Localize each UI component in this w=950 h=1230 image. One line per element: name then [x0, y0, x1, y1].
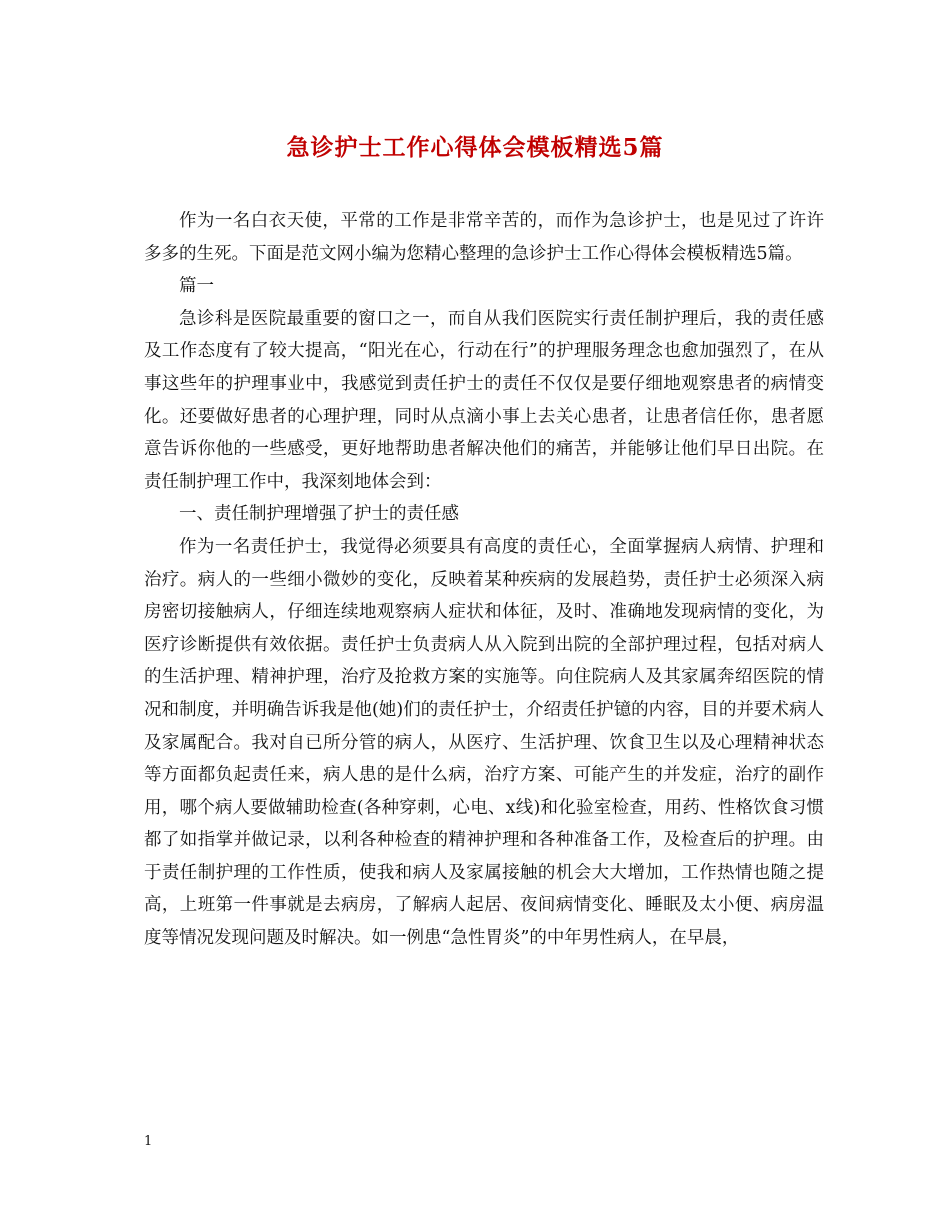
- section-heading-part-one: 篇一: [179, 276, 214, 297]
- intro-paragraph: 作为一名白衣天使，平常的工作是非常辛苦的，而作为急诊护士，也是见过了许许多多的生死。下面是范文网小编为您精心整理的急诊护士工作心得体会模板精选5篇。: [144, 211, 824, 264]
- document-title: 急诊护士工作心得体会模板精选5篇: [286, 134, 664, 161]
- subsection-heading: 一、责任制护理增强了护士的责任感: [179, 504, 459, 525]
- body-paragraph: 作为一名责任护士，我觉得必须要具有高度的责任心，全面掌握病人病情、护理和治疗。病人的一些细小微妙的变化，反映着某种疾病的发展趋势，责任护士必须深入病房密切接触病人，仔细连续地观察病人症状和体征，及时、准确地发现病情的变化，为医疗诊断提供有效依据。责任护士负责病人从入院到出院的全部护理过程，包括对病人的生活护理、精神护理，治疗及抢救方案的实施等。向住院病人及其家属奔绍医院的情况和制度，并明确告诉我是他(她)们的责任护士，介绍责任护镱的内容，目的并要术病人及家属配合。我对自已所分管的病人，从医疗、生活护理、饮食卫生以及心理精神状态等方面都负起责任来，病人患的是什么病，治疗方案、可能产生的并发症，治疗的副作用，哪个病人要做辅助检查(各种穿刺，心电、x线)和化验室检查，用药、性格饮食习惯都了如指掌并做记录，以利各种检查的精神护理和各种准备工作，及检查后的护理。由于责任制护理的工作性质，使我和病人及家属接触的机会大大增加，工作热情也随之提高，上班第一件事就是去病房，了解病人起居、夜间病情变化、睡眠及太小便、病房温度等情况发现问题及时解决。如一例患“急性胃炎”的中年男性病人，在早晨，: [144, 536, 824, 949]
- document-body: [144, 205, 824, 955]
- page-number: 1: [144, 1134, 153, 1149]
- body-paragraph: 急诊科是医院最重要的窗口之一，而自从我们医院实行责任制护理后，我的责任感及工作态度有了较大提高，“阳光在心，行动在行”的护理服务理念也愈加强烈了，在从事这些年的护理事业中，我感觉到责任护士的责任不仅仅是要仔细地观察患者的病情变化。还要做好患者的心理护理，同时从点滴小事上去关心患者，让患者信任你，患者愿意告诉你他的一些感受，更好地帮助患者解决他们的痛苦，并能够让他们早日出院。在责任制护理工作中，我深刻地体会到：: [144, 308, 824, 492]
